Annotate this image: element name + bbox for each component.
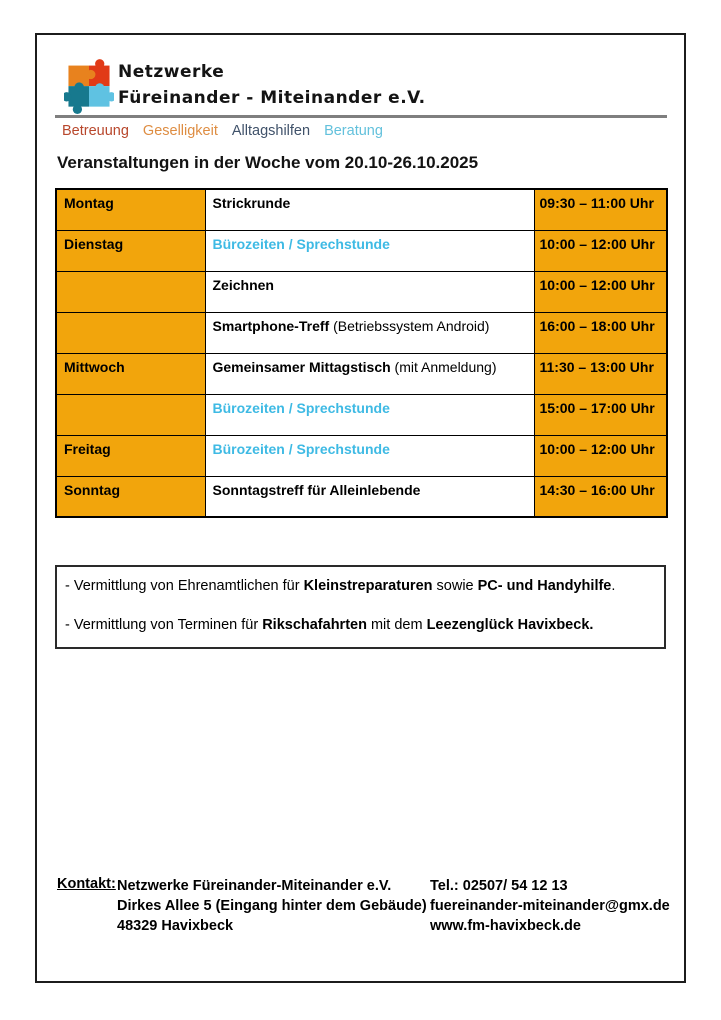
time-cell: 10:00 – 12:00 Uhr	[534, 271, 667, 312]
event-name: Bürozeiten / Sprechstunde	[212, 235, 390, 252]
event-name: Bürozeiten / Sprechstunde	[212, 440, 390, 457]
contact-info-line: www.fm-havixbeck.de	[430, 918, 581, 934]
contact-info-line: Tel.: 02507/ 54 12 13	[430, 878, 568, 894]
event-cell	[205, 353, 534, 394]
day-cell: Montag	[56, 189, 205, 230]
schedule-table	[55, 188, 668, 518]
schedule-row	[56, 394, 667, 435]
note-segment: mit dem	[366, 617, 427, 633]
time-cell: 15:00 – 17:00 Uhr	[534, 394, 667, 435]
event-name: Strickrunde	[212, 195, 291, 211]
day-cell	[56, 394, 205, 435]
category-nav	[62, 123, 383, 139]
event-note: (mit Anmeldung)	[390, 358, 497, 375]
note-segment: .	[611, 578, 616, 594]
schedule-row	[56, 189, 667, 230]
event-name: Sonntagstreff für Alleinlebende	[212, 481, 421, 498]
puzzle-logo-icon	[64, 56, 114, 118]
notes-box	[55, 565, 666, 649]
event-cell	[205, 271, 534, 312]
event-cell	[205, 435, 534, 476]
schedule-row	[56, 353, 667, 394]
contact-address-line: Dirkes Allee 5 (Eingang hinter dem Gebäude)	[117, 898, 427, 914]
schedule-row	[56, 312, 667, 353]
day-cell: Mittwoch	[56, 353, 205, 394]
schedule-row	[56, 271, 667, 312]
note-segment: - Vermittlung von Ehrenamtlichen für	[65, 578, 304, 594]
event-cell	[205, 476, 534, 517]
event-cell	[205, 312, 534, 353]
note-line	[65, 577, 656, 595]
time-cell: 14:30 – 16:00 Uhr	[534, 476, 667, 517]
time-cell: 16:00 – 18:00 Uhr	[534, 312, 667, 353]
time-cell: 09:30 – 11:00 Uhr	[534, 189, 667, 230]
contact-address-line: 48329 Havixbeck	[117, 918, 234, 934]
contact-label: Kontakt:	[57, 876, 116, 892]
event-note: (Betriebssystem Android)	[329, 317, 490, 334]
brand-line2: Füreinander - Miteinander e.V.	[118, 88, 426, 108]
note-segment: PC- und Handyhilfe	[477, 578, 612, 594]
day-cell	[56, 312, 205, 353]
event-cell	[205, 230, 534, 271]
time-cell: 10:00 – 12:00 Uhr	[534, 230, 667, 271]
nav-item-geselligkeit[interactable]: Geselligkeit	[142, 123, 218, 139]
schedule-row	[56, 476, 667, 517]
day-cell	[56, 271, 205, 312]
event-cell	[205, 189, 534, 230]
time-cell: 10:00 – 12:00 Uhr	[534, 435, 667, 476]
contact-address	[117, 876, 427, 936]
note-segment: - Vermittlung von Terminen für	[65, 617, 263, 633]
time-cell: 11:30 – 13:00 Uhr	[534, 353, 667, 394]
event-cell	[205, 394, 534, 435]
day-cell: Freitag	[56, 435, 205, 476]
note-segment: Kleinstreparaturen	[303, 578, 433, 594]
contact-info	[430, 876, 670, 936]
event-name: Gemeinsamer Mittagstisch	[212, 358, 391, 375]
event-name: Zeichnen	[212, 276, 274, 293]
nav-item-betreuung[interactable]: Betreuung	[62, 123, 129, 139]
header-divider	[55, 115, 667, 118]
schedule-row	[56, 435, 667, 476]
contact-address-line: Netzwerke Füreinander-Miteinander e.V.	[117, 878, 392, 894]
day-cell: Sonntag	[56, 476, 205, 517]
nav-item-alltagshilfen[interactable]: Alltagshilfen	[231, 123, 311, 139]
brand-name	[118, 59, 426, 111]
contact-info-line: fuereinander-miteinander@gmx.de	[430, 898, 670, 914]
event-name: Bürozeiten / Sprechstunde	[212, 399, 390, 416]
brand-line1: Netzwerke	[118, 62, 225, 82]
day-cell: Dienstag	[56, 230, 205, 271]
page-title: Veranstaltungen in der Woche vom 20.10-26.10.2025	[57, 153, 479, 172]
note-line	[65, 616, 656, 634]
note-segment: Leezenglück Havixbeck.	[426, 617, 594, 633]
event-name: Smartphone-Treff	[212, 317, 330, 334]
note-segment: Rikschafahrten	[262, 617, 367, 633]
nav-item-beratung[interactable]: Beratung	[324, 123, 383, 139]
page-frame	[35, 33, 686, 983]
note-segment: sowie	[432, 578, 478, 594]
schedule-row	[56, 230, 667, 271]
